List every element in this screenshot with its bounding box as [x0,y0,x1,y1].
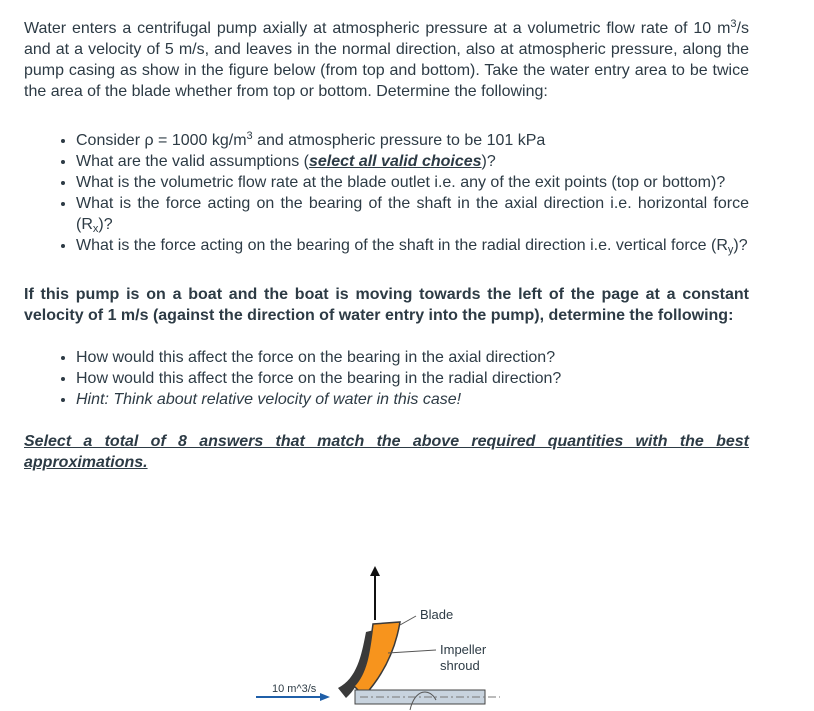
blade-leader [400,616,416,625]
boat-paragraph: If this pump is on a boat and the boat is moving towards the left of the page at a constant velocity of 1 m/s (against the direction of water entry into the pump), determine the following: [24,286,749,324]
arrow-up-icon [370,566,380,576]
list-item: • How would this affect the force on the bearing in the radial direction? [76,368,749,389]
impeller-label: Impeller [440,642,487,657]
shroud-label: shroud [440,658,480,673]
list-item: • Consider ρ = 1000 $kg/m^3$ and atmospheric pressure to be 101 kPa [76,130,749,151]
hint-item: • Hint: Think about relative velocity of water in this case! [76,389,749,410]
impeller-leader [388,650,436,653]
emphasis-text: select all valid choices [309,153,482,170]
list-item: • What is the force acting on the bearing of the shaft in the axial direction i.e. horizontal force $(R_x)$? [76,193,749,235]
list-item: • What are the valid assumptions (select all valid choices)? [76,151,749,172]
problem-content [24,18,749,473]
list-item: • What is the volumetric flow rate at the blade outlet i.e. any of the exit points (top or bottom)? [76,172,749,193]
list-item: • How would this affect the force on the bearing in the axial direction? [76,347,749,368]
boat-question-list [24,347,749,410]
select-instruction: Select a total of 8 answers that match the above required quantities with the best approximations. [24,433,749,471]
list-item: • What is the force acting on the bearing of the shaft in the radial direction i.e. vertical force $(R_y)$? [76,235,749,256]
flow-label: 10 m^3/s [272,683,317,695]
intro-paragraph: Water enters a centrifugal pump axially at atmospheric pressure at a volumetric flow rate of 10 $m^3/s$ and at a velocity of 5 m/s, and leaves in the normal direction, also at atmospheric pressure, along the pump casing as show in the figure below (from top and bottom). Take the water entry area to be twice the area of the blade whether from top or bottom. Determine the following: [24,18,749,100]
pump-figure [250,560,510,711]
flow-arrow-icon [320,693,330,701]
blade-label: Blade [420,607,454,622]
question-list [24,130,749,256]
